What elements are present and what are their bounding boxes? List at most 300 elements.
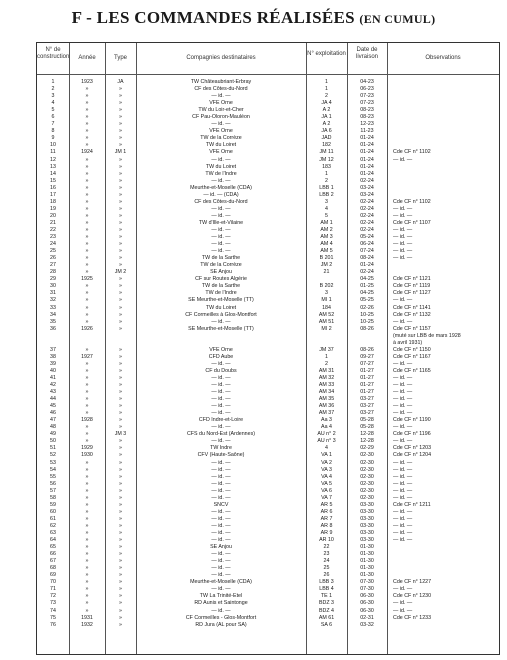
cell-ex: JM 37 [319, 346, 334, 353]
table-row [37, 213, 499, 220]
cell-comp: VFE Orne [209, 128, 233, 135]
cell-no: 44 [50, 396, 56, 403]
title-main: F - LES COMMANDES RÉALISÉES [71, 8, 355, 27]
cell-ty: » [119, 396, 122, 403]
cell-ex: AR 5 [320, 501, 333, 508]
cell-comp: VFE Orne [209, 346, 233, 353]
cell-ex: Aa 4 [321, 424, 332, 431]
cell-ty: » [119, 248, 122, 255]
cell-ex: AM 1 [320, 219, 333, 226]
table-row [37, 262, 499, 269]
cell-no: 46 [50, 410, 56, 417]
cell-comp: CFV (Haute-Saône) [197, 452, 245, 459]
cell-no: 13 [50, 163, 56, 170]
cell-ex: LBB 4 [319, 586, 334, 593]
cell-ex: MI 1 [321, 297, 332, 304]
cell-ty: » [119, 515, 122, 522]
cell-no: 18 [50, 198, 56, 205]
table-row [37, 537, 499, 544]
cell-no: 57 [50, 487, 56, 494]
cell-ex: 2 [325, 93, 328, 100]
cell-dt: 07-27 [360, 360, 374, 367]
cell-dt: 07-23 [360, 93, 374, 100]
cell-an: 1923 [81, 79, 93, 85]
cell-ex: VA 6 [321, 487, 332, 494]
cell-an: » [85, 593, 89, 600]
cell-dt: 01-24 [360, 149, 374, 156]
cell-no: 72 [50, 593, 56, 600]
cell-comp: CF Cormeilles à Glos-Montfort [185, 311, 257, 318]
table-row [37, 114, 499, 121]
cell-ty: » [119, 417, 122, 424]
cell-dt: 06-23 [360, 86, 374, 93]
cell-ob: Cde CF n° 1127 [393, 290, 431, 297]
cell-ob: Cde CF n° 1132 [393, 311, 431, 318]
cell-ob: — id. — [393, 530, 413, 536]
cell-comp: — id. — [211, 156, 231, 163]
cell-ob: Cde CF n° 1102 [393, 149, 431, 156]
cell-ty: » [119, 170, 122, 177]
cell-ex: 2 [325, 177, 328, 184]
cell-dt: 02-26 [360, 304, 374, 311]
cell-an: » [85, 191, 89, 198]
cell-comp: CFD Indre-et-Loire [198, 417, 244, 424]
cell-no: 28 [50, 269, 56, 276]
cell-an: » [85, 431, 89, 438]
cell-ob: à avril 1931) [393, 339, 423, 346]
cell-ty: » [119, 86, 122, 93]
cell-ob: — id. — [393, 459, 413, 466]
cell-no: 65 [50, 544, 56, 551]
table-row [37, 551, 499, 558]
cell-an: » [85, 487, 89, 494]
cell-comp: TW de l'Indre [205, 170, 237, 177]
table-row [37, 417, 499, 424]
table-row [37, 622, 499, 629]
cell-dt: 07-30 [360, 586, 374, 593]
cell-ob: — id. — [393, 156, 413, 163]
cell-comp: CFS du Nord-Est (Ardennes) [186, 431, 255, 438]
table-row [37, 382, 499, 389]
cell-ex: AM 3 [320, 234, 333, 241]
cell-ob: Cde CF n° 1102 [393, 198, 431, 205]
cell-ex: JM 12 [319, 156, 334, 163]
cell-ob: — id. — [393, 382, 413, 389]
cell-an: » [85, 396, 89, 403]
cell-an: » [85, 389, 89, 396]
cell-ty: » [119, 107, 122, 114]
cell-dt: 02-31 [360, 614, 374, 621]
cell-ob: — id. — [393, 424, 413, 431]
cell-dt: 06-30 [360, 600, 374, 607]
cell-comp: RD Aunis et Saintonge [194, 600, 248, 607]
cell-an: 1927 [81, 353, 93, 360]
table-row [37, 410, 499, 417]
cell-an: » [85, 304, 89, 311]
cell-comp: — id. — [211, 424, 231, 431]
cell-comp: Meurthe-et-Moselle (CDA) [190, 579, 252, 586]
table-row [37, 135, 499, 142]
cell-comp: — id. — [211, 396, 231, 403]
cell-no: 74 [50, 607, 56, 614]
cell-comp: Meurthe-et-Moselle (CDA) [190, 184, 252, 191]
cell-an: » [85, 184, 89, 191]
cell-comp: — id. — [211, 360, 231, 367]
cell-an: » [85, 515, 89, 522]
cell-comp: — id. — [211, 466, 231, 473]
cell-ex: BDZ 3 [318, 600, 334, 607]
cell-ex: 5 [325, 212, 328, 219]
cell-comp: — id. — [211, 318, 231, 325]
cell-ty: » [119, 290, 122, 297]
cell-an: » [85, 410, 89, 417]
cell-an: » [85, 128, 89, 135]
table-body [37, 79, 499, 629]
cell-ex: VA 1 [321, 452, 332, 459]
cell-dt: 10-25 [360, 318, 374, 325]
cell-ex: 24 [323, 558, 330, 565]
cell-comp: TW du Loiret [205, 142, 237, 149]
cell-ob: Cde CF n° 1190 [393, 417, 431, 424]
cell-no: 47 [50, 417, 56, 424]
cell-ob: Cde CF n° 1165 [393, 367, 431, 374]
cell-ex: JM 11 [319, 149, 334, 156]
cell-comp: — id. — [211, 241, 231, 248]
cell-an: » [85, 403, 89, 410]
cell-dt: 12-23 [360, 121, 374, 128]
cell-no: 68 [50, 565, 56, 572]
cell-comp: SE Meurthe-et-Moselle (TT) [188, 297, 254, 304]
cell-dt: 01-27 [360, 374, 374, 381]
cell-ty: » [119, 184, 122, 191]
cell-no: 67 [50, 558, 56, 565]
cell-comp: RD Jura (AL pour SA) [195, 621, 247, 628]
table-row [37, 361, 499, 368]
cell-ty: » [119, 607, 122, 614]
cell-ob: Cde CF n° 1204 [393, 452, 432, 459]
cell-ty: » [119, 226, 122, 233]
cell-ty: » [119, 198, 122, 205]
cell-comp: CF Pau-Oloron-Mauléon [192, 114, 250, 121]
cell-no: 64 [50, 537, 56, 544]
table-row [37, 164, 499, 171]
cell-ob: — id. — [393, 360, 413, 367]
cell-dt: 04-25 [360, 276, 374, 283]
cell-dt: 02-30 [360, 494, 374, 501]
cell-no: 40 [50, 367, 56, 374]
cell-ex: AM 35 [318, 396, 335, 403]
cell-an: » [85, 311, 89, 318]
cell-no: 11 [50, 149, 56, 156]
orders-table [36, 42, 500, 655]
cell-no: 17 [50, 191, 56, 198]
header-date: Date de livraison [355, 47, 378, 60]
cell-no: 52 [50, 452, 56, 459]
cell-ex: 2 [325, 360, 328, 367]
cell-no: 1 [51, 79, 55, 85]
cell-dt: 06-30 [360, 607, 374, 614]
table-row [37, 389, 499, 396]
cell-ty: » [119, 614, 122, 621]
header-compagnies: Compagnies destinataires [186, 55, 256, 61]
cell-an: 1932 [81, 621, 93, 628]
cell-an: » [85, 262, 89, 269]
cell-ob: — id. — [393, 410, 413, 417]
cell-comp: — id. — [211, 473, 231, 480]
table-row [37, 185, 499, 192]
table-row [37, 438, 499, 445]
cell-ty: » [119, 501, 122, 508]
cell-comp: — id. — [211, 494, 231, 501]
cell-dt: 06-24 [360, 241, 374, 248]
cell-ob: Cde CF n° 1167 [393, 353, 431, 360]
cell-an: » [85, 142, 89, 149]
cell-comp: — id. — [211, 515, 231, 522]
cell-dt: 07-23 [360, 100, 374, 107]
cell-comp: — id. — [211, 558, 231, 565]
cell-dt: 02-24 [360, 269, 374, 276]
table-row [37, 276, 499, 283]
table-row [37, 248, 499, 255]
cell-ex: VA 4 [321, 473, 332, 480]
cell-ex: 183 [322, 163, 331, 170]
cell-no: 43 [50, 389, 56, 396]
table-row [37, 523, 499, 530]
cell-no: 36 [50, 325, 56, 332]
cell-an: » [85, 530, 89, 536]
cell-comp: SE Meurthe-et-Moselle (TT) [188, 325, 254, 332]
cell-no: 61 [50, 515, 56, 522]
cell-ty: » [119, 219, 122, 226]
cell-no: 2 [51, 86, 55, 93]
cell-dt: 08-24 [360, 255, 374, 262]
table-row [37, 544, 499, 551]
cell-an: » [85, 163, 89, 170]
cell-ob: Cde CF n° 1227 [393, 579, 432, 586]
cell-ex: JA 1 [321, 114, 332, 121]
cell-no: 10 [50, 142, 56, 149]
cell-an: 1928 [81, 417, 93, 424]
cell-an: » [85, 360, 89, 367]
cell-an: » [85, 544, 89, 551]
cell-dt: 01-30 [360, 551, 374, 558]
cell-no: 76 [50, 621, 56, 628]
cell-comp: CF Cormeilles - Glos-Montfort [185, 614, 257, 621]
cell-comp: — id. — [211, 205, 231, 212]
cell-ex: AR 6 [320, 508, 333, 515]
cell-ob: — id. — [393, 480, 413, 487]
cell-ex: AM 52 [318, 311, 335, 318]
table-row [37, 206, 499, 213]
cell-ex: VA 5 [321, 480, 332, 487]
cell-dt: 08-26 [360, 346, 374, 353]
cell-ty: » [119, 551, 122, 558]
cell-ob: — id. — [393, 241, 413, 248]
cell-ex: AR 9 [320, 530, 333, 536]
cell-no: 20 [50, 212, 56, 219]
cell-dt: 12-28 [360, 431, 374, 438]
cell-comp: VFE Orne [209, 149, 233, 156]
cell-dt: 03-32 [360, 621, 374, 628]
cell-dt: 02-30 [360, 459, 374, 466]
table-row [37, 586, 499, 593]
cell-comp: — id. — [211, 537, 231, 544]
table-row [37, 495, 499, 502]
cell-ex: AM 31 [318, 367, 335, 374]
table-row [37, 199, 499, 206]
cell-ty: » [119, 410, 122, 417]
cell-comp: — id. — [211, 530, 231, 536]
cell-dt: 08-23 [360, 114, 374, 121]
cell-an: » [85, 255, 89, 262]
cell-dt: 02-24 [360, 219, 374, 226]
cell-ty: JA [117, 79, 124, 85]
cell-comp: — id. — [211, 374, 231, 381]
cell-comp: CF des Côtes-du-Nord [194, 198, 248, 205]
cell-ex: 1 [325, 353, 328, 360]
cell-ob: — id. — [393, 234, 413, 241]
cell-ty: » [119, 205, 122, 212]
cell-ty: » [119, 452, 122, 459]
cell-ob: Cde CF n° 1121 [393, 276, 431, 283]
cell-comp: SE Anjou [210, 544, 232, 551]
cell-ty: » [119, 100, 122, 107]
cell-ex: 4 [325, 205, 328, 212]
cell-an: » [85, 501, 89, 508]
cell-ty: » [119, 558, 122, 565]
cell-ty: » [119, 367, 122, 374]
cell-dt: 11-23 [360, 128, 374, 135]
cell-ob: — id. — [393, 487, 413, 494]
cell-dt: 02-24 [360, 205, 374, 212]
cell-an: » [85, 367, 89, 374]
cell-no: 53 [50, 459, 56, 466]
cell-no: 31 [50, 290, 56, 297]
cell-no: 14 [50, 170, 56, 177]
cell-dt: 01-27 [360, 382, 374, 389]
cell-an: » [85, 473, 89, 480]
cell-ex: AM 2 [320, 226, 333, 233]
cell-dt: 02-24 [360, 212, 374, 219]
table-row [37, 474, 499, 481]
cell-ob: Cde CF n° 1157 [393, 325, 431, 332]
cell-no: 54 [50, 466, 56, 473]
cell-ex: VA 7 [321, 494, 332, 501]
cell-ty: » [119, 297, 122, 304]
cell-no: 75 [50, 614, 56, 621]
cell-comp: — id. — [211, 551, 231, 558]
page-title [0, 8, 507, 28]
cell-ty: » [119, 283, 122, 290]
header-annee: Année [78, 55, 96, 61]
cell-dt: 01-30 [360, 565, 374, 572]
cell-comp: CFD Aube [208, 353, 234, 360]
cell-an: » [85, 600, 89, 607]
cell-ex: 25 [323, 565, 330, 572]
cell-comp: SNCV [213, 501, 229, 508]
cell-comp: — id. — [211, 212, 231, 219]
cell-ob: — id. — [393, 600, 413, 607]
cell-ob: Cde CF n° 1203 [393, 445, 432, 452]
cell-no: 7 [51, 121, 55, 128]
cell-ty: » [119, 346, 122, 353]
table-row [37, 375, 499, 382]
table-row [37, 403, 499, 410]
cell-comp: — id. — [211, 121, 231, 128]
cell-ex: Aa 3 [321, 417, 332, 424]
cell-dt: 02-30 [360, 452, 374, 459]
cell-an: » [85, 283, 89, 290]
cell-ex: 22 [323, 544, 330, 551]
cell-dt: 03-30 [360, 530, 374, 536]
cell-ex: JM 2 [320, 262, 333, 269]
cell-an: » [85, 212, 89, 219]
cell-comp: TW du Loiret [205, 304, 237, 311]
cell-ob: Cde CF n° 1211 [393, 501, 431, 508]
cell-ob: — id. — [393, 466, 413, 473]
cell-dt: 08-23 [360, 107, 374, 114]
cell-ob: — id. — [393, 396, 413, 403]
cell-ex: AM 61 [318, 614, 335, 621]
cell-ty: » [119, 121, 122, 128]
cell-comp: — id. — [211, 572, 231, 579]
cell-an: 1930 [81, 452, 93, 459]
table-row [37, 347, 499, 354]
cell-an: » [85, 466, 89, 473]
cell-no: 5 [51, 107, 55, 114]
cell-dt: 03-30 [360, 515, 374, 522]
table-row [37, 431, 499, 438]
cell-ty: » [119, 241, 122, 248]
cell-ob: — id. — [393, 255, 413, 262]
cell-dt: 04-25 [360, 290, 374, 297]
cell-ty: » [119, 522, 122, 529]
cell-comp: TW de la Corrèze [200, 135, 242, 142]
cell-ob: — id. — [393, 389, 413, 396]
cell-ob: — id. — [393, 205, 413, 212]
cell-comp: TW du Loiret [205, 163, 237, 170]
cell-dt: 01-24 [360, 163, 374, 170]
cell-comp: TW de la Sarthe [201, 283, 241, 290]
cell-ex: AR 7 [320, 515, 333, 522]
table-row [37, 178, 499, 185]
cell-ty: » [119, 459, 122, 466]
cell-no: 19 [50, 205, 56, 212]
cell-ob: Cde CF n° 1107 [393, 219, 431, 226]
cell-no: 16 [50, 184, 56, 191]
cell-ty: » [119, 374, 122, 381]
table-row [37, 488, 499, 495]
cell-an: » [85, 93, 89, 100]
cell-an: » [85, 424, 89, 431]
cell-ty: » [119, 445, 122, 452]
cell-dt: 03-27 [360, 410, 374, 417]
cell-no: 56 [50, 480, 56, 487]
cell-ty: » [119, 135, 122, 142]
table-row [37, 481, 499, 488]
cell-ob: — id. — [393, 226, 413, 233]
cell-ex: 3 [325, 290, 328, 297]
cell-comp: TW de la Corrèze [200, 262, 242, 269]
cell-an: » [85, 177, 89, 184]
table-row [37, 445, 499, 452]
table-row [37, 396, 499, 403]
table-row [37, 460, 499, 467]
cell-no: 60 [50, 508, 56, 515]
cell-comp: — id. — [211, 438, 231, 445]
cell-ob: — id. — [393, 494, 413, 501]
cell-no: 23 [50, 234, 56, 241]
